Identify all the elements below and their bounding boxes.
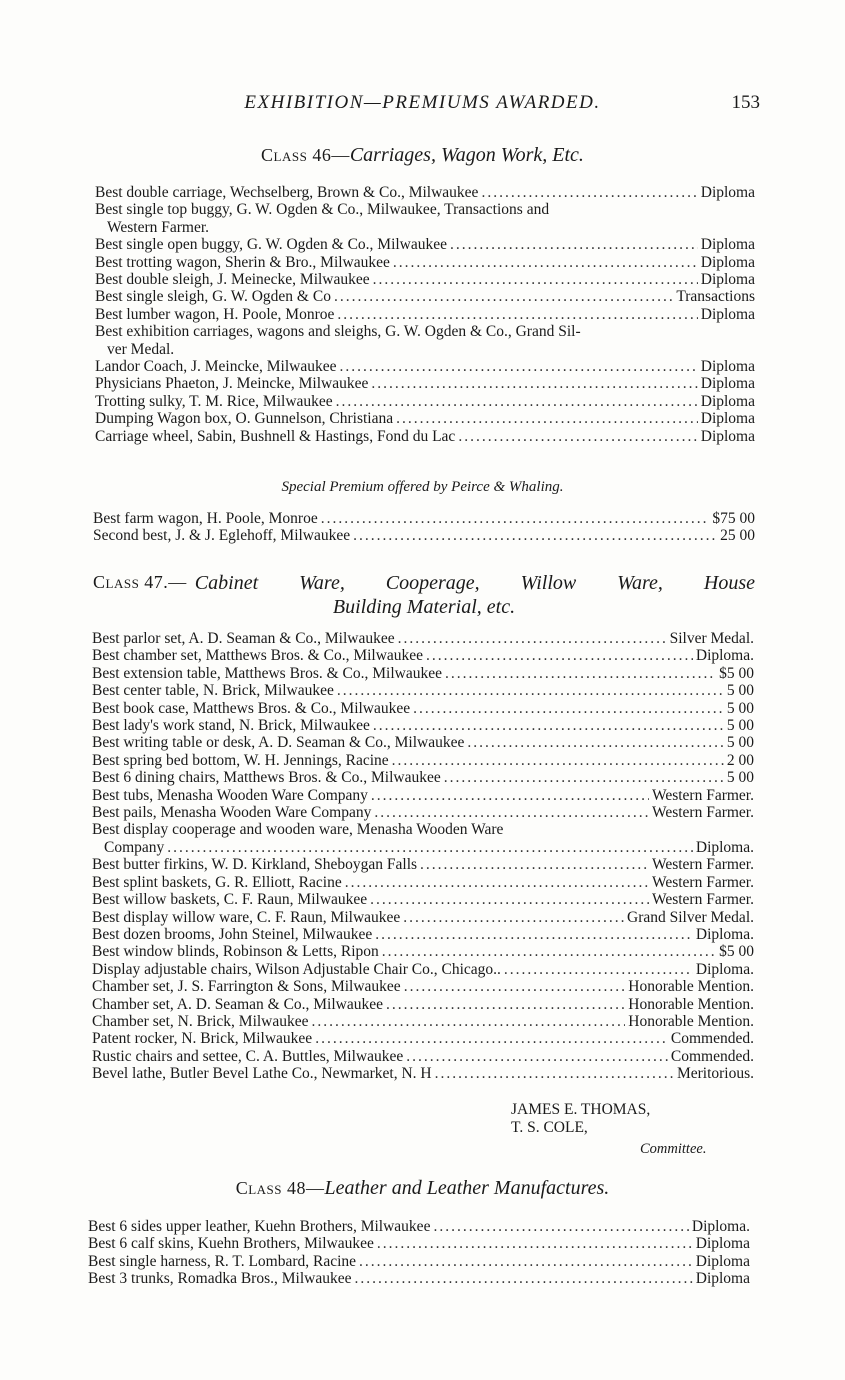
dot-leader — [398, 630, 667, 647]
entry-text: Best 6 calf skins, Kuehn Brothers, Milwaukee — [88, 1235, 374, 1253]
dot-leader — [359, 1253, 693, 1270]
entry-text: Best double carriage, Wechselberg, Brown & Co., Milwaukee — [95, 184, 479, 201]
dot-leader — [373, 717, 724, 734]
entry-continuation: Company — [104, 838, 165, 856]
entry-award: Western Farmer. — [651, 804, 754, 822]
special-premium-heading: Special Premium offered by Peirce & Whaling. — [281, 479, 564, 495]
entry-text: Dumping Wagon box, O. Gunnelson, Christiana — [95, 410, 394, 428]
list-item — [88, 1235, 750, 1252]
list-item — [92, 647, 754, 664]
dot-leader — [433, 1218, 688, 1235]
entry-award: 5 00 — [726, 682, 754, 700]
list-item — [88, 1270, 750, 1287]
dot-leader — [435, 1065, 674, 1082]
list-item — [92, 926, 754, 943]
dot-leader — [444, 769, 724, 786]
class-47-heading — [93, 572, 755, 619]
list-item — [92, 874, 754, 891]
list-item — [92, 821, 754, 856]
running-title: EXHIBITION—PREMIUMS AWARDED. — [244, 92, 601, 113]
entry-text: Best willow baskets, C. F. Raun, Milwaukee — [92, 891, 368, 909]
entry-text: Best exhibition carriages, wagons and sleighs, G. W. Ogden & Co., Grand Sil- — [95, 323, 581, 341]
entry-text: Best dozen brooms, John Steinel, Milwaukee — [92, 925, 373, 943]
dot-leader — [375, 926, 693, 943]
entry-award: Western Farmer. — [651, 891, 754, 909]
entry-award: Diploma — [700, 305, 755, 323]
entry-text: Best farm wagon, H. Poole, Monroe — [93, 510, 318, 527]
entry-text: Chamber set, N. Brick, Milwaukee — [92, 1012, 309, 1030]
dot-leader — [481, 184, 697, 201]
signature-name-1: JAMES E. THOMAS, — [511, 1101, 651, 1118]
entry-text: Patent rocker, N. Brick, Milwaukee — [92, 1030, 313, 1048]
list-item — [92, 752, 754, 769]
dot-leader — [386, 996, 625, 1013]
class-48-subject: Leather and Leather Manufactures. — [324, 1177, 610, 1199]
dot-leader — [377, 1235, 693, 1252]
list-item — [95, 288, 755, 305]
list-item — [92, 891, 754, 908]
entry-award: Commended. — [670, 1047, 754, 1065]
dot-leader — [337, 306, 697, 323]
entry-award: Diploma — [700, 427, 755, 445]
entry-award: Diploma. — [695, 960, 754, 978]
list-item — [95, 271, 755, 288]
entry-award: 5 00 — [726, 734, 754, 752]
dot-leader — [420, 856, 649, 873]
class-46-list — [95, 184, 755, 445]
entry-award: Diploma — [700, 184, 755, 201]
list-item — [95, 375, 755, 392]
dot-leader — [321, 510, 710, 527]
class-47-subject-line2: Building Material, etc. — [332, 596, 516, 618]
entry-text: Best parlor set, A. D. Seaman & Co., Milwaukee — [92, 630, 395, 647]
list-item — [92, 682, 754, 699]
running-head — [0, 92, 845, 118]
entry-award: Diploma — [700, 253, 755, 271]
entry-text: Bevel lathe, Butler Bevel Lathe Co., Newmarket, N. H — [92, 1065, 432, 1083]
list-item — [92, 1048, 754, 1065]
list-item — [92, 961, 754, 978]
entry-award: Diploma. — [695, 925, 754, 943]
entry-text: Best display cooperage and wooden ware, Menasha Wooden Ware — [92, 821, 504, 839]
dot-leader — [373, 271, 698, 288]
list-item — [95, 358, 755, 375]
list-item — [92, 909, 754, 926]
entry-award: Honorable Mention. — [628, 995, 754, 1013]
dot-leader — [167, 839, 693, 856]
dot-leader — [382, 943, 716, 960]
entry-award: Meritorious. — [676, 1065, 754, 1083]
dot-leader — [403, 909, 624, 926]
entry-award: Diploma. — [691, 1218, 750, 1235]
entry-award: 25 00 — [720, 527, 755, 545]
entry-text: Best center table, N. Brick, Milwaukee — [92, 682, 334, 700]
entry-text: Physicians Phaeton, J. Meincke, Milwaukee — [95, 375, 369, 393]
committee-label: Committee. — [640, 1141, 707, 1157]
entry-award: Diploma — [700, 375, 755, 393]
dot-leader — [371, 787, 649, 804]
entry-award: Diploma — [700, 392, 755, 410]
dot-leader — [370, 891, 649, 908]
dot-leader — [339, 358, 697, 375]
entry-text: Trotting sulky, T. M. Rice, Milwaukee — [95, 392, 333, 410]
dot-leader — [345, 874, 649, 891]
entry-text: Best single sleigh, G. W. Ogden & Co — [95, 288, 331, 306]
entry-text: Best butter firkins, W. D. Kirkland, Sheboygan Falls — [92, 856, 418, 874]
list-item — [92, 996, 754, 1013]
entry-continuation: ver Medal. — [107, 340, 175, 358]
list-item — [95, 236, 755, 253]
entry-award: Transactions — [676, 288, 755, 306]
committee-signature — [511, 1101, 650, 1136]
class-46-subject: Carriages, Wagon Work, Etc. — [349, 144, 584, 166]
list-item — [95, 393, 755, 410]
entry-text: Second best, J. & J. Eglehoff, Milwaukee — [93, 527, 351, 545]
entry-award: Diploma — [700, 271, 755, 289]
list-item — [95, 428, 755, 445]
dot-leader — [354, 1270, 692, 1287]
entry-award: Silver Medal. — [669, 630, 754, 647]
list-item — [92, 787, 754, 804]
list-item — [92, 1030, 754, 1047]
list-item — [95, 306, 755, 323]
entry-award: $5 00 — [719, 664, 754, 682]
entry-text: Best double sleigh, J. Meinecke, Milwaukee — [95, 271, 370, 289]
list-item — [95, 410, 755, 427]
entry-text: Chamber set, A. D. Seaman & Co., Milwaukee — [92, 995, 384, 1013]
dot-leader — [445, 665, 716, 682]
signature-name-2: T. S. COLE, — [511, 1118, 588, 1136]
entry-text: Best lady's work stand, N. Brick, Milwaukee — [92, 717, 370, 735]
list-item — [95, 184, 755, 201]
entry-continuation: Western Farmer. — [107, 218, 210, 236]
list-item — [92, 734, 754, 751]
dot-leader — [371, 375, 697, 392]
class-46-heading — [0, 144, 845, 167]
list-item — [93, 510, 755, 527]
dot-leader — [450, 236, 698, 253]
entry-award: Western Farmer. — [651, 873, 754, 891]
dot-leader — [353, 527, 717, 544]
class-47-label: Class 47.— — [93, 572, 187, 592]
dot-leader — [312, 1013, 626, 1030]
dot-leader — [337, 682, 724, 699]
list-item — [93, 527, 755, 544]
entry-award: Diploma — [700, 410, 755, 428]
entry-award: Honorable Mention. — [628, 978, 754, 996]
list-item — [92, 943, 754, 960]
dot-leader — [467, 734, 724, 751]
class-47-subject-line1: Cabinet Ware, Cooperage, Willow Ware, House — [194, 572, 755, 594]
entry-text: Best single harness, R. T. Lombard, Racine — [88, 1252, 357, 1270]
dot-leader — [315, 1030, 668, 1047]
entry-award: Diploma — [700, 236, 755, 254]
entry-award: Diploma. — [695, 647, 754, 665]
entry-text: Best 6 dining chairs, Matthews Bros. & Co., Milwaukee — [92, 769, 441, 787]
dot-leader — [396, 410, 698, 427]
dot-leader — [334, 288, 673, 305]
entry-award: Western Farmer. — [651, 786, 754, 804]
dot-leader — [392, 752, 724, 769]
entry-award: 2 00 — [726, 751, 754, 769]
entry-award: Diploma — [695, 1270, 750, 1288]
entry-text: Carriage wheel, Sabin, Bushnell & Hastings, Fond du Lac — [95, 427, 456, 445]
entry-award: 5 00 — [726, 699, 754, 717]
dot-leader — [458, 428, 697, 445]
entry-text: Best book case, Matthews Bros. & Co., Milwaukee — [92, 699, 411, 717]
list-item — [92, 1013, 754, 1030]
list-item — [92, 978, 754, 995]
entry-award: 5 00 — [726, 717, 754, 735]
entry-text: Best extension table, Matthews Bros. & Co., Milwaukee — [92, 664, 442, 682]
class-48-list — [88, 1218, 750, 1288]
entry-text: Display adjustable chairs, Wilson Adjustable Chair Co., Chicago.. — [92, 960, 501, 978]
entry-award: Diploma. — [695, 838, 754, 856]
entry-text: Best 6 sides upper leather, Kuehn Brothers, Milwaukee — [88, 1218, 431, 1235]
list-item — [92, 1065, 754, 1082]
dot-leader — [406, 1048, 668, 1065]
entry-text: Best display willow ware, C. F. Raun, Milwaukee — [92, 908, 401, 926]
dot-leader — [504, 961, 693, 978]
entry-text: Best pails, Menasha Wooden Ware Company — [92, 804, 372, 822]
list-item — [88, 1218, 750, 1235]
list-item — [95, 201, 755, 236]
dot-leader — [426, 647, 693, 664]
entry-award: Diploma — [700, 358, 755, 376]
entry-award: $75 00 — [712, 510, 755, 527]
entry-text: Landor Coach, J. Meincke, Milwaukee — [95, 358, 337, 376]
list-item — [95, 323, 755, 358]
list-item — [92, 665, 754, 682]
entry-text: Best spring bed bottom, W. H. Jennings, Racine — [92, 751, 389, 769]
entry-award: Honorable Mention. — [628, 1012, 754, 1030]
dot-leader — [404, 978, 626, 995]
entry-award: Grand Silver Medal. — [627, 908, 754, 926]
entry-text: Best tubs, Menasha Wooden Ware Company — [92, 786, 368, 804]
entry-award: $5 00 — [719, 943, 754, 961]
page-number: 153 — [731, 92, 760, 113]
class-48-label: Class 48— — [235, 1178, 325, 1198]
dot-leader — [374, 804, 649, 821]
entry-award: Commended. — [670, 1030, 754, 1048]
class-47-list — [92, 630, 754, 1083]
list-item — [88, 1253, 750, 1270]
dot-leader — [413, 700, 724, 717]
special-premium-list — [93, 510, 755, 545]
entry-award: Western Farmer. — [651, 856, 754, 874]
entry-text: Chamber set, J. S. Farrington & Sons, Milwaukee — [92, 978, 401, 996]
entry-award: Diploma — [695, 1252, 750, 1270]
list-item — [92, 717, 754, 734]
dot-leader — [393, 254, 698, 271]
entry-text: Best single top buggy, G. W. Ogden & Co., Milwaukee, Transactions and — [95, 201, 550, 219]
entry-text: Rustic chairs and settee, C. A. Buttles, Milwaukee — [92, 1047, 404, 1065]
list-item — [95, 254, 755, 271]
entry-text: Best window blinds, Robinson & Letts, Ripon — [92, 943, 379, 961]
entry-text: Best 3 trunks, Romadka Bros., Milwaukee — [88, 1270, 352, 1288]
list-item — [92, 769, 754, 786]
dot-leader — [336, 393, 698, 410]
list-item — [92, 700, 754, 717]
list-item — [92, 630, 754, 647]
entry-text: Best splint baskets, G. R. Elliott, Racine — [92, 873, 342, 891]
list-item — [92, 856, 754, 873]
list-item — [92, 804, 754, 821]
class-48-heading — [0, 1177, 845, 1200]
class-46-label: Class 46— — [261, 145, 350, 165]
entry-award: 5 00 — [726, 769, 754, 787]
entry-text: Best lumber wagon, H. Poole, Monroe — [95, 305, 335, 323]
entry-text: Best writing table or desk, A. D. Seaman & Co., Milwaukee — [92, 734, 465, 752]
entry-text: Best single open buggy, G. W. Ogden & Co., Milwaukee — [95, 236, 448, 254]
entry-text: Best chamber set, Matthews Bros. & Co., Milwaukee — [92, 647, 424, 665]
entry-text: Best trotting wagon, Sherin & Bro., Milwaukee — [95, 253, 390, 271]
entry-award: Diploma — [695, 1235, 750, 1253]
